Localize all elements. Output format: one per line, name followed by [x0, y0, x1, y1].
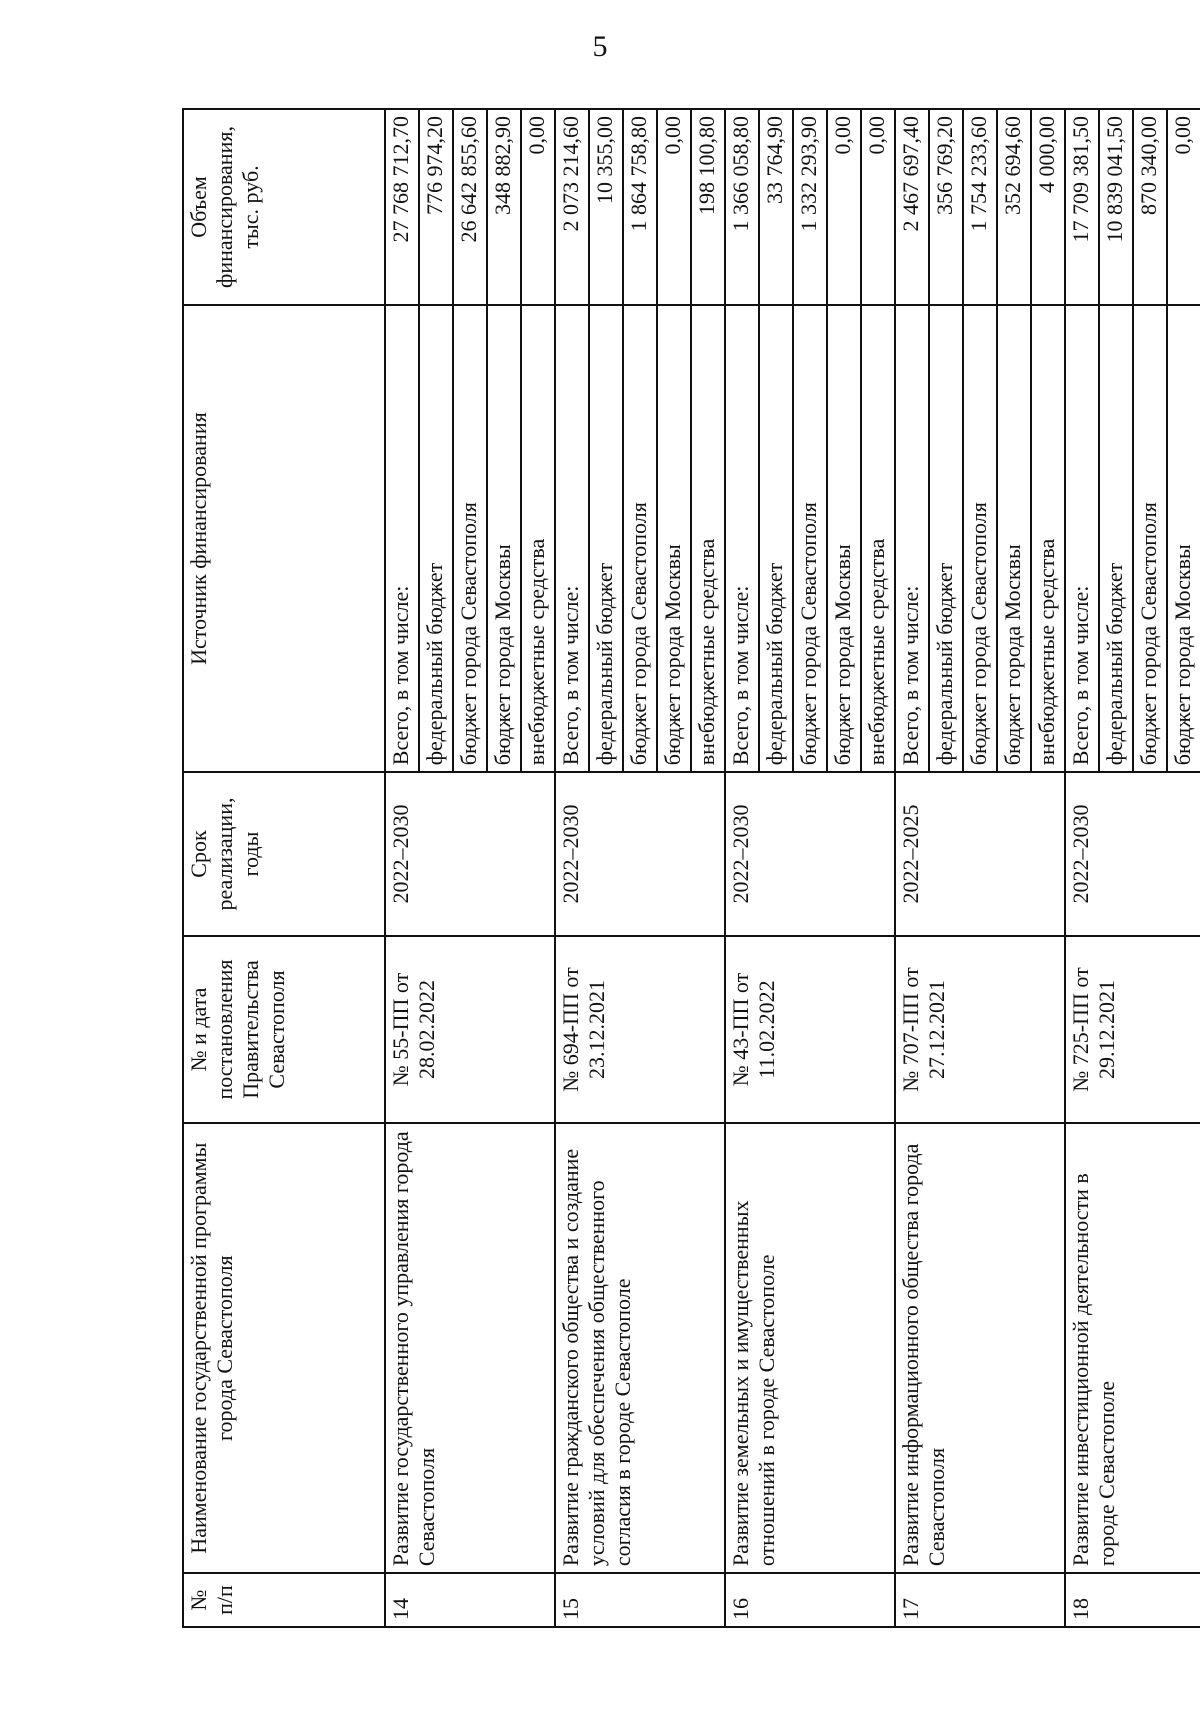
funding-source: федеральный бюджет: [929, 305, 963, 772]
funding-source: бюджет города Москвы: [657, 305, 691, 772]
table-row: [1065, 109, 1099, 1627]
funding-source: внебюджетные средства: [691, 305, 725, 772]
funding-amount: 2 073 214,60: [555, 109, 589, 305]
funding-amount: 1 332 293,90: [793, 109, 827, 305]
funding-source: федеральный бюджет: [759, 305, 793, 772]
program-name: Развитие государственного управления города Севастополя: [385, 1123, 555, 1573]
funding-amount: 27 768 712,70: [385, 109, 419, 305]
funding-source: федеральный бюджет: [589, 305, 623, 772]
funding-amount: 4 000,00: [1031, 109, 1065, 305]
page-number: 5: [592, 30, 608, 63]
funding-source: Всего, в том числе:: [1065, 305, 1099, 772]
funding-amount: 198 100,80: [691, 109, 725, 305]
funding-source: бюджет города Севастополя: [793, 305, 827, 772]
program-period: 2022–2030: [1065, 772, 1200, 936]
funding-source: внебюджетные средства: [861, 305, 895, 772]
funding-source: бюджет города Севастополя: [1133, 305, 1167, 772]
header-program-name: Наименование государственной программы города Севастополя: [183, 1123, 385, 1573]
funding-amount: 33 764,90: [759, 109, 793, 305]
program-period: 2022–2030: [385, 772, 555, 936]
funding-amount: 17 709 381,50: [1065, 109, 1099, 305]
header-amount: Объем финансирования, тыс. руб.: [183, 109, 385, 305]
funding-source: бюджет города Севастополя: [623, 305, 657, 772]
funding-amount: 2 467 697,40: [895, 109, 929, 305]
program-name: Развитие гражданского общества и создание условий для обеспечения общественного согласия в городе Севастополе: [555, 1123, 725, 1573]
funding-amount: 0,00: [1167, 109, 1200, 305]
funding-source: федеральный бюджет: [419, 305, 453, 772]
program-decree: № 55-ПП от 28.02.2022: [385, 936, 555, 1123]
funding-source: федеральный бюджет: [1099, 305, 1133, 772]
rotated-table-container: [182, 108, 1195, 1628]
funding-source: бюджет города Севастополя: [963, 305, 997, 772]
funding-amount: 10 839 041,50: [1099, 109, 1133, 305]
funding-source: бюджет города Москвы: [1167, 305, 1200, 772]
funding-amount: 1 864 758,80: [623, 109, 657, 305]
program-decree: № 43-ПП от 11.02.2022: [725, 936, 895, 1123]
program-name: Развитие земельных и имущественных отношений в городе Севастополе: [725, 1123, 895, 1573]
funding-amount: 348 882,90: [487, 109, 521, 305]
funding-amount: 10 355,00: [589, 109, 623, 305]
program-number: 17: [895, 1573, 1065, 1627]
program-decree: № 694-ПП от 23.12.2021: [555, 936, 725, 1123]
program-number: 16: [725, 1573, 895, 1627]
funding-amount: 0,00: [521, 109, 555, 305]
header-num: № п/п: [183, 1573, 385, 1627]
program-number: 15: [555, 1573, 725, 1627]
table-header-row: [183, 109, 385, 1627]
header-source: Источник финансирования: [183, 305, 385, 772]
program-decree: № 707-ПП от 27.12.2021: [895, 936, 1065, 1123]
funding-source: внебюджетные средства: [1031, 305, 1065, 772]
funding-amount: 870 340,00: [1133, 109, 1167, 305]
program-period: 2022–2030: [725, 772, 895, 936]
table-row: [385, 109, 419, 1627]
program-period: 2022–2025: [895, 772, 1065, 936]
program-number: 14: [385, 1573, 555, 1627]
funding-source: бюджет города Москвы: [997, 305, 1031, 772]
table-row: [895, 109, 929, 1627]
funding-amount: 352 694,60: [997, 109, 1031, 305]
funding-source: бюджет города Москвы: [827, 305, 861, 772]
table-row: [555, 109, 589, 1627]
table-body: [385, 109, 1200, 1627]
programs-table: [182, 108, 1200, 1628]
funding-amount: 356 769,20: [929, 109, 963, 305]
funding-amount: 0,00: [861, 109, 895, 305]
program-decree: № 725-ПП от 29.12.2021: [1065, 936, 1200, 1123]
program-name: Развитие инвестиционной деятельности в городе Севастополе: [1065, 1123, 1200, 1573]
header-period: Срок реализации, годы: [183, 772, 385, 936]
funding-amount: 1 754 233,60: [963, 109, 997, 305]
program-period: 2022–2030: [555, 772, 725, 936]
table-row: [725, 109, 759, 1627]
funding-source: бюджет города Севастополя: [453, 305, 487, 772]
funding-source: Всего, в том числе:: [555, 305, 589, 772]
funding-source: Всего, в том числе:: [725, 305, 759, 772]
funding-amount: 776 974,20: [419, 109, 453, 305]
program-number: 18: [1065, 1573, 1200, 1627]
funding-amount: 0,00: [827, 109, 861, 305]
program-name: Развитие информационного общества города Севастополя: [895, 1123, 1065, 1573]
funding-source: внебюджетные средства: [521, 305, 555, 772]
funding-amount: 26 642 855,60: [453, 109, 487, 305]
funding-source: бюджет города Москвы: [487, 305, 521, 772]
funding-amount: 1 366 058,80: [725, 109, 759, 305]
funding-source: Всего, в том числе:: [895, 305, 929, 772]
funding-amount: 0,00: [657, 109, 691, 305]
funding-source: Всего, в том числе:: [385, 305, 419, 772]
header-decree: № и дата постановления Правительства Севастополя: [183, 936, 385, 1123]
